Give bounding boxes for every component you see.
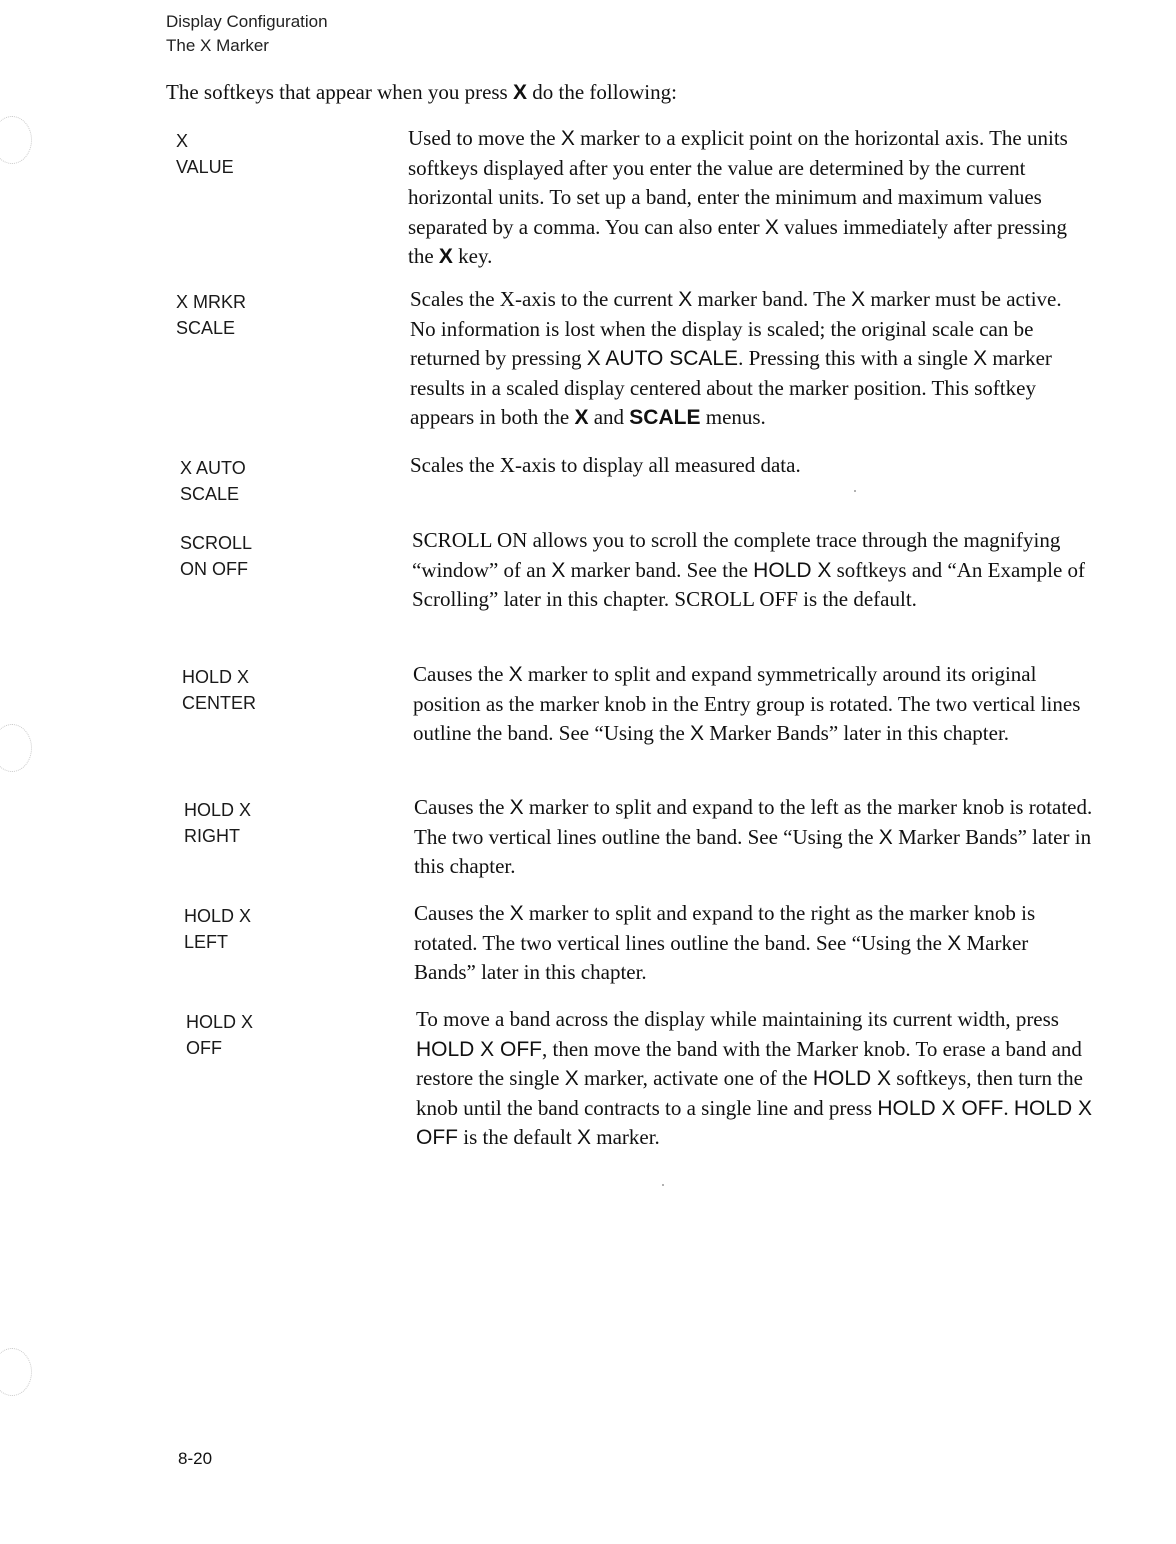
softkey-description (413, 660, 1093, 749)
softkey-label-line: VALUE (176, 157, 234, 177)
softkey-description (408, 124, 1088, 272)
hardkey-name: X (574, 406, 589, 429)
softkey-description (412, 526, 1092, 615)
x-key-name: X (512, 81, 527, 104)
softkey-reference: X (560, 127, 575, 150)
description-text: To move a band across the display while maintaining its current width, press (416, 1007, 1059, 1031)
description-text: marker. (590, 1125, 660, 1149)
softkey-label-line: LEFT (184, 932, 229, 952)
softkey-reference: X (508, 663, 523, 686)
softkey-reference: X (576, 1126, 591, 1149)
description-text: marker to split and expand to the left as the marker knob is rotated. The two vertical lines outline the band. See “Using the (414, 795, 1093, 849)
softkey-reference: X AUTO SCALE (586, 347, 739, 370)
scan-speck (854, 490, 856, 492)
hardkey-name: SCALE (629, 406, 701, 429)
intro-sentence (166, 80, 677, 105)
description-text: Scales the X-axis to the current (410, 287, 679, 311)
softkey-label-line: RIGHT (184, 826, 240, 846)
description-text: Marker Bands” later in this chapter. (414, 930, 1029, 984)
softkey-reference: X (947, 931, 962, 955)
description-text: Causes the (414, 795, 510, 819)
softkey-reference: X (851, 288, 866, 311)
description-text: values immediately after pressing the (408, 214, 1067, 268)
description-text: key. (452, 244, 493, 268)
softkey-label-line: CENTER (182, 693, 257, 713)
description-text: SCROLL ON allows you to scroll the complete trace through the magnifying “window” of an (412, 528, 1061, 582)
softkey-label-line: HOLD X (182, 667, 250, 687)
softkey-reference: X (509, 902, 524, 925)
softkey-reference: X (878, 825, 893, 849)
description-text: . (1003, 1095, 1014, 1120)
description-text: , then move the band with the Marker knob. To erase a band and restore the single (416, 1036, 1082, 1090)
softkey-label (186, 1009, 253, 1061)
description-text: marker band. See the (565, 557, 754, 582)
description-text: . Pressing this with a single (738, 346, 974, 370)
softkey-label-line: SCROLL (180, 533, 253, 553)
softkey-description (416, 1005, 1096, 1153)
description-text: marker results in a scaled display centered about the marker position. This softkey appears in both the (410, 346, 1052, 429)
description-text: marker, activate one of the (578, 1066, 813, 1090)
description-text: Causes the (413, 662, 509, 686)
softkey-reference: X (509, 796, 524, 819)
description-text: Scales the X-axis to display all measured data. (410, 453, 801, 477)
softkey-description (410, 451, 1090, 481)
softkey-reference: X (564, 1067, 579, 1090)
softkey-reference: X (690, 722, 705, 745)
hardkey-name: X (438, 245, 453, 268)
binder-hole-top (0, 116, 32, 164)
description-text: marker to a explicit point on the horizontal axis. The units softkeys displayed after you enter the value are determined by the current horizontal units. To set up a band, enter the minimum and maximum values separated by a comma. You can also enter (408, 126, 1068, 239)
binder-hole-middle (0, 724, 32, 772)
softkey-label-line: X AUTO (180, 458, 246, 478)
softkey-reference: HOLD X OFF (416, 1037, 543, 1061)
softkey-reference: X (764, 215, 779, 239)
softkey-reference: X (973, 347, 988, 370)
description-text: is the default (458, 1125, 577, 1149)
description-text: marker to split and expand symmetrically around its original position as the marker knob in the Entry group is rotated. The two vertical lines outline the band. See “Using the (413, 662, 1081, 745)
page-number: 8-20 (178, 1449, 213, 1468)
binder-hole-bottom (0, 1348, 32, 1396)
softkey-label-line: SCALE (180, 484, 240, 504)
softkey-label-line: HOLD X (184, 800, 252, 820)
softkey-label (184, 797, 251, 849)
description-text: marker to split and expand to the right as the marker knob is rotated. The two vertical lines outline the band. See “Using the (414, 901, 1036, 955)
softkey-reference: X (678, 288, 693, 311)
softkey-label-line: HOLD X (184, 906, 252, 926)
softkey-reference: HOLD X (753, 558, 832, 582)
scan-speck (662, 1184, 664, 1186)
softkey-label (176, 289, 246, 341)
description-text: softkeys and “An Example of Scrolling” later in this chapter. SCROLL OFF is the default. (412, 557, 1086, 611)
softkey-reference: HOLD X OFF (877, 1096, 1004, 1120)
description-text: and (588, 405, 630, 429)
softkey-description (414, 793, 1094, 882)
description-text: Used to move the (408, 126, 561, 150)
description-text: Causes the (414, 901, 510, 925)
softkey-label (176, 128, 234, 180)
description-text: marker must be active. No information is lost when the display is scaled; the original scale can be returned by pressing (410, 287, 1062, 370)
running-header-section: Display Configuration (166, 12, 328, 31)
description-text: marker band. The (692, 287, 852, 311)
softkey-label-line: X MRKR (176, 292, 247, 312)
intro-text-before: The softkeys that appear when you press (166, 80, 513, 104)
softkey-description (410, 285, 1090, 433)
description-text: Marker Bands” later in this chapter. (414, 824, 1092, 878)
softkey-label-line: ON OFF (180, 559, 248, 579)
softkey-label (180, 455, 246, 507)
description-text: menus. (700, 405, 766, 429)
softkey-label-line: OFF (186, 1038, 222, 1058)
softkey-label (182, 664, 256, 716)
softkey-label-line: X (176, 131, 189, 151)
description-text: softkeys, then turn the knob until the band contracts to a single line and press (416, 1066, 1083, 1120)
softkey-reference: X (551, 558, 566, 582)
softkey-label-line: SCALE (176, 318, 236, 338)
intro-text-after: do the following: (527, 80, 677, 104)
running-header-subsection: The X Marker (166, 36, 269, 55)
softkey-label-line: HOLD X (186, 1012, 254, 1032)
softkey-label (184, 903, 251, 955)
softkey-description (414, 899, 1094, 988)
description-text: Marker Bands” later in this chapter. (704, 721, 1010, 745)
softkey-reference: HOLD X OFF (416, 1096, 1093, 1149)
softkey-label (180, 530, 252, 582)
softkey-reference: HOLD X (812, 1067, 892, 1090)
